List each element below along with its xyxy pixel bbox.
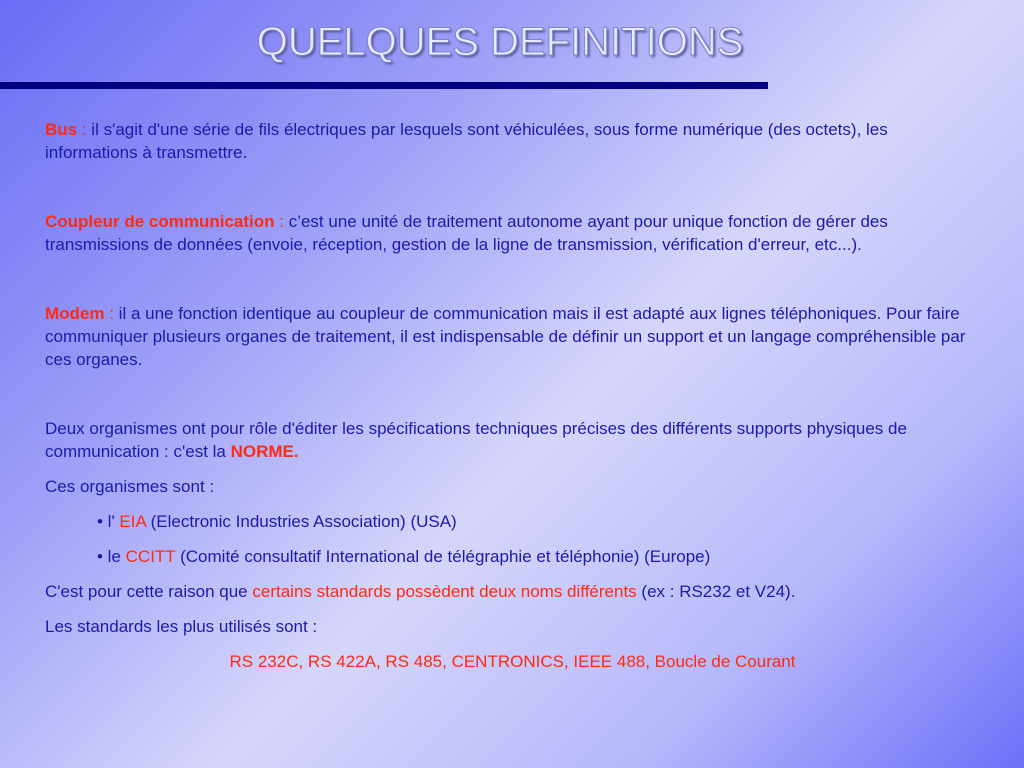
term-coupleur: Coupleur de communication (45, 212, 275, 231)
bullet-suffix: (Comité consultatif International de télégraphie et téléphonie) (Europe) (175, 547, 711, 566)
definition-text: il a une fonction identique au coupleur de communication mais il est adapté aux lignes téléphoniques. Pour faire communiquer plusieurs organes de traitement, il est indispensable de définir un support et un langage compréhensible par ces organes. (45, 304, 966, 369)
definition-text: c’est une unité de traitement autonome ayant pour unique fonction de gérer des transmissions de données (envoie, réception, gestion de la ligne de transmission, vérification d'erreur, etc...). (45, 212, 888, 254)
bullet-prefix: • le (97, 547, 126, 566)
slide-content (45, 118, 980, 673)
ccitt-highlight: CCITT (125, 547, 176, 566)
definition-coupleur (45, 210, 980, 256)
paragraph-text: Deux organismes ont pour rôle d'éditer les spécifications techniques précises des différents supports physiques de communication : c'est la (45, 419, 907, 461)
term-separator: : (274, 212, 289, 231)
definition-modem (45, 302, 980, 371)
bullet-eia (45, 510, 980, 533)
bullet-prefix: • l' (97, 512, 120, 531)
paragraph-organismes-list-intro: Ces organismes sont : (45, 477, 215, 496)
title-underline (0, 82, 768, 89)
bullet-suffix: (Electronic Industries Association) (USA) (145, 512, 457, 531)
paragraph-organismes (45, 417, 980, 463)
norme-highlight: NORME. (230, 442, 299, 461)
paragraph-standards-intro: Les standards les plus utilisés sont : (45, 617, 318, 636)
paragraph-suffix: (ex : RS232 et V24). (636, 582, 796, 601)
term-modem: Modem (45, 304, 105, 323)
standards-highlight: certains standards possèdent deux noms différents (252, 582, 637, 601)
definition-bus (45, 118, 980, 164)
slide-title: QUELQUES DEFINITIONS (256, 20, 744, 64)
paragraph-raison (45, 580, 980, 603)
term-bus: Bus (45, 120, 78, 139)
definition-text: il s'agit d'une série de fils électriques par lesquels sont véhiculées, sous forme numérique (des octets), les informations à transmettre. (45, 120, 888, 162)
term-separator: : (77, 120, 92, 139)
term-separator: : (104, 304, 119, 323)
paragraph-prefix: C'est pour cette raison que (45, 582, 253, 601)
eia-highlight: EIA (119, 512, 146, 531)
bullet-ccitt (45, 545, 980, 568)
standards-list: RS 232C, RS 422A, RS 485, CENTRONICS, IEEE 488, Boucle de Courant (229, 652, 796, 671)
